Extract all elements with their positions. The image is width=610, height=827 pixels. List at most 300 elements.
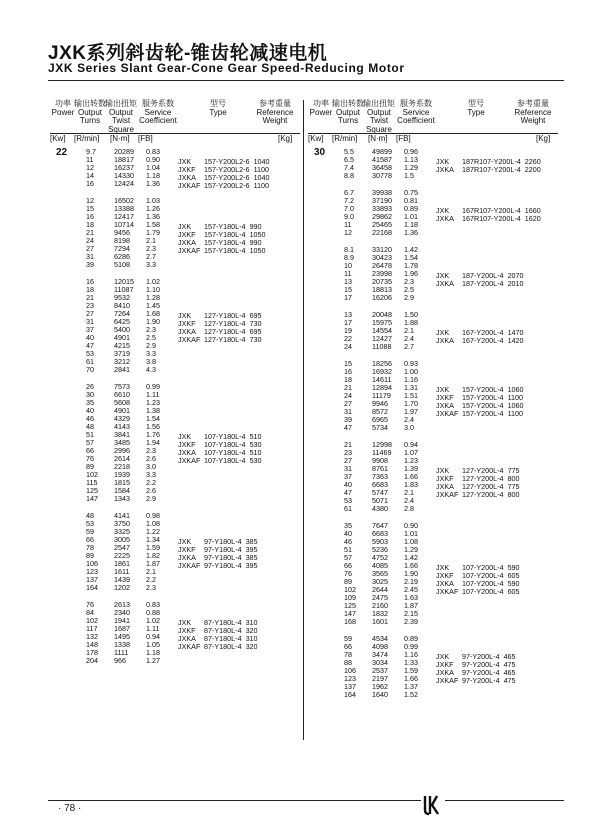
type-code: JXKF	[178, 440, 196, 449]
speed-value: 66	[86, 446, 94, 455]
sf-value: 2.5	[146, 333, 156, 342]
speed-value: 27	[86, 309, 94, 318]
torque-value: 3474	[372, 650, 388, 659]
sf-value: 1.16	[404, 375, 418, 384]
type-code: JXK	[436, 652, 450, 661]
type-model: 157-Y180L-4	[204, 246, 246, 255]
torque-value: 12998	[372, 440, 392, 449]
torque-value: 25465	[372, 220, 392, 229]
torque-col	[114, 512, 130, 592]
type-row	[436, 588, 520, 596]
torque-value: 4141	[114, 511, 130, 520]
type-weight: 1060	[507, 385, 524, 394]
torque-value: 4329	[114, 414, 130, 423]
type-weight: 1420	[507, 336, 524, 345]
type-weight: 1050	[249, 230, 266, 239]
type-row	[436, 280, 524, 288]
type-model: 127-Y180L-4	[204, 319, 246, 328]
type-model: 187R107-Y200L-4	[462, 157, 521, 166]
speed-value: 66	[344, 642, 352, 651]
speed-value: 59	[344, 634, 352, 643]
type-model: 87-Y180L-4	[204, 626, 242, 635]
sf-value: 1.08	[146, 519, 160, 528]
sf-value: 3.0	[404, 423, 414, 432]
type-row	[436, 166, 541, 174]
speed-value: 31	[344, 464, 352, 473]
torque-value: 3025	[372, 577, 388, 586]
sf-value: 1.58	[146, 220, 160, 229]
speed-value: 147	[86, 494, 98, 503]
type-model: 157-Y200L-4	[462, 393, 504, 402]
speed-value: 76	[86, 600, 94, 609]
type-weight: 465	[503, 652, 516, 661]
type-model: 97-Y200L-4	[462, 660, 500, 669]
speed-value: 61	[344, 504, 352, 513]
torque-value: 30423	[372, 253, 392, 262]
sf-value: 1.59	[404, 666, 418, 675]
sf-value: 1.34	[146, 535, 160, 544]
sf-value: 2.9	[404, 293, 414, 302]
torque-value: 12427	[372, 334, 392, 343]
header-weight-line: Weight	[520, 116, 546, 125]
speed-value: 15	[344, 359, 352, 368]
torque-value: 12417	[114, 212, 134, 221]
torque-value: 6965	[372, 415, 388, 424]
type-weight: 395	[245, 561, 258, 570]
type-model: 97-Y200L-4	[462, 652, 500, 661]
torque-value: 1338	[114, 640, 130, 649]
speed-value: 89	[86, 551, 94, 560]
type-code: JXK	[436, 466, 450, 475]
sf-value: 1.5	[404, 171, 414, 180]
type-list	[178, 312, 262, 344]
speed-value: 13	[344, 277, 352, 286]
speed-value: 11	[86, 155, 94, 164]
sf-value: 1.01	[404, 212, 418, 221]
type-model: 157-Y200L2-6	[204, 181, 250, 190]
sf-value: 2.1	[146, 567, 156, 576]
type-code: JXK	[436, 157, 450, 166]
speed-value: 12	[344, 228, 352, 237]
sf-value: 1.51	[404, 391, 418, 400]
torque-value: 4143	[114, 422, 130, 431]
torque-value: 2340	[114, 608, 130, 617]
type-code: JXKAF	[436, 490, 459, 499]
sf-value: 1.68	[146, 309, 160, 318]
speed-value: 31	[86, 317, 94, 326]
sf-value: 1.18	[404, 220, 418, 229]
sf-value: 0.75	[404, 188, 418, 197]
sf-value: 2.9	[146, 341, 156, 350]
sf-value: 1.90	[146, 317, 160, 326]
header-sf-line: 服务系数	[400, 99, 432, 108]
type-model: 127-Y200L-4	[462, 490, 504, 499]
type-code: JXK	[436, 563, 450, 572]
header-speed-line: 输出转数	[74, 99, 106, 108]
speed-value: 76	[344, 569, 352, 578]
header-sf-line: 服务系数	[142, 99, 174, 108]
speed-value: 21	[344, 383, 352, 392]
torque-col	[372, 441, 392, 513]
speed-value: 168	[344, 617, 356, 626]
type-weight: 730	[249, 335, 262, 344]
type-weight: 775	[507, 482, 520, 491]
header-weight-line: Weight	[262, 116, 288, 125]
speed-value: 47	[344, 423, 352, 432]
header-power-line: 功率	[313, 99, 329, 108]
speed-value: 27	[344, 456, 352, 465]
sf-value: 1.66	[404, 561, 418, 570]
torque-value: 7647	[372, 521, 388, 530]
type-model: 97-Y180L-4	[204, 553, 242, 562]
type-code: JXKA	[436, 579, 454, 588]
sf-value: 1.39	[404, 464, 418, 473]
sf-value: 3.3	[146, 260, 156, 269]
torque-value: 1611	[114, 567, 130, 576]
type-row	[436, 491, 520, 499]
type-model: 167-Y200L-4	[462, 328, 504, 337]
sf-value: 0.90	[404, 521, 418, 530]
type-model: 107-Y200L-4	[462, 587, 504, 596]
type-weight: 605	[507, 571, 520, 580]
type-weight: 775	[507, 466, 520, 475]
speed-value: 204	[86, 656, 98, 665]
page-title-zh: JXK系列斜齿轮-锥齿轮减速电机	[48, 43, 328, 64]
unit-label-right: [R/min]	[332, 134, 358, 143]
torque-col	[114, 383, 130, 503]
speed-value: 147	[344, 609, 356, 618]
speed-value: 125	[344, 601, 356, 610]
header-sf-line: Service	[402, 107, 430, 117]
sf-value: 1.13	[404, 155, 418, 164]
sf-value: 0.89	[404, 634, 418, 643]
torque-value: 2644	[372, 585, 388, 594]
torque-value: 9946	[372, 399, 388, 408]
speed-value: 35	[86, 398, 94, 407]
sf-value: 1.70	[404, 399, 418, 408]
speed-value: 123	[344, 674, 356, 683]
type-model: 107-Y200L-4	[462, 579, 504, 588]
type-code: JXKA	[436, 336, 454, 345]
sf-value: 1.94	[146, 438, 160, 447]
torque-value: 18813	[372, 285, 392, 294]
torque-value: 1584	[114, 486, 130, 495]
torque-col	[372, 635, 388, 699]
torque-value: 14611	[372, 375, 392, 384]
type-code: JXK	[178, 432, 192, 441]
type-code: JXKA	[178, 238, 196, 247]
sf-value: 2.1	[146, 236, 156, 245]
type-weight: 695	[249, 327, 262, 336]
sf-value: 1.38	[146, 406, 160, 415]
sf-value: 1.52	[404, 690, 418, 699]
speed-value: 7.0	[344, 204, 354, 213]
sf-value: 0.81	[404, 196, 418, 205]
sf-value: 1.63	[404, 593, 418, 602]
type-weight: 730	[249, 319, 262, 328]
type-model: 157-Y200L-4	[462, 401, 504, 410]
sf-value: 1.28	[146, 293, 160, 302]
sf-col	[404, 522, 418, 626]
type-code: JXK	[178, 222, 192, 231]
speed-value: 7.4	[344, 163, 354, 172]
type-model: 187R107-Y200L-4	[462, 165, 521, 174]
sf-value: 3.0	[146, 462, 156, 471]
torque-value: 12015	[114, 277, 134, 286]
sf-value: 1.90	[404, 569, 418, 578]
type-code: JXKAF	[178, 335, 201, 344]
sf-value: 1.04	[146, 163, 160, 172]
type-weight: 1050	[249, 246, 266, 255]
type-weight: 465	[503, 668, 516, 677]
sf-value: 2.39	[404, 617, 418, 626]
torque-value: 11179	[372, 391, 391, 400]
torque-value: 2225	[114, 551, 130, 560]
sf-value: 1.37	[404, 682, 418, 691]
sf-value: 2.1	[404, 326, 414, 335]
header-torque-line: Square	[366, 124, 392, 134]
type-code: JXKAF	[436, 676, 459, 685]
torque-value: 4901	[114, 333, 130, 342]
speed-value: 26	[86, 382, 94, 391]
sf-value: 3.8	[146, 357, 156, 366]
torque-value: 3325	[114, 527, 130, 536]
speed-value: 27	[344, 399, 352, 408]
sf-value: 1.00	[404, 367, 418, 376]
type-weight: 2070	[507, 271, 524, 280]
torque-value: 11469	[372, 448, 392, 457]
speed-value: 51	[86, 430, 94, 439]
torque-value: 8198	[114, 236, 130, 245]
header-power-line: Power	[309, 107, 333, 117]
speed-value: 11	[344, 269, 352, 278]
speed-value: 102	[344, 585, 356, 594]
sf-value: 0.90	[146, 155, 160, 164]
header-torque-line: Output	[366, 107, 391, 117]
sf-value: 0.88	[146, 608, 160, 617]
speed-value: 9.7	[86, 147, 96, 156]
speed-value: 30	[86, 390, 94, 399]
sf-value: 1.42	[404, 553, 418, 562]
header-speed-right	[332, 100, 364, 126]
torque-value: 5734	[372, 423, 388, 432]
type-code: JXKA	[436, 668, 454, 677]
speed-value: 106	[86, 559, 98, 568]
type-model: 87-Y180L-4	[204, 618, 242, 627]
type-weight: 1040	[253, 173, 270, 182]
sf-value: 3.3	[146, 470, 156, 479]
type-model: 157-Y200L-4	[462, 409, 504, 418]
speed-value: 78	[344, 650, 352, 659]
speed-value: 17	[344, 293, 352, 302]
torque-value: 3719	[114, 349, 130, 358]
unit-label-left: [R/min]	[74, 134, 100, 143]
torque-col	[114, 278, 134, 374]
sf-value: 1.79	[146, 228, 160, 237]
speed-value: 102	[86, 616, 98, 625]
speed-value: 6.7	[344, 188, 354, 197]
torque-value: 6683	[372, 480, 388, 489]
sf-value: 2.3	[404, 277, 414, 286]
type-code: JXKA	[436, 214, 454, 223]
sf-value: 2.7	[404, 342, 414, 351]
torque-value: 8761	[372, 464, 388, 473]
torque-col	[114, 197, 134, 269]
speed-value: 53	[86, 349, 94, 358]
torque-value: 3005	[114, 535, 130, 544]
power-value-left: 22	[56, 147, 68, 158]
speed-col	[86, 148, 96, 188]
torque-value: 39938	[372, 188, 392, 197]
speed-value: 89	[344, 577, 352, 586]
sf-value: 0.89	[404, 204, 418, 213]
header-sf-line: Coefficient	[397, 116, 435, 125]
type-model: 107-Y180L-4	[204, 440, 246, 449]
torque-value: 4752	[372, 553, 388, 562]
sf-value: 1.66	[404, 674, 418, 683]
sf-value: 1.18	[146, 171, 160, 180]
speed-value: 106	[344, 666, 356, 675]
sf-value: 2.9	[146, 494, 156, 503]
torque-value: 2614	[114, 454, 130, 463]
speed-value: 24	[86, 236, 94, 245]
type-code: JXKA	[436, 401, 454, 410]
torque-value: 9456	[114, 228, 130, 237]
header-speed-line: Turns	[337, 116, 359, 125]
speed-value: 16	[344, 367, 352, 376]
sf-value: 1.36	[146, 179, 160, 188]
speed-value: 8.1	[344, 245, 354, 254]
sf-col	[404, 246, 418, 302]
torque-value: 2537	[372, 666, 388, 675]
type-list	[436, 158, 541, 174]
sf-col	[146, 512, 160, 592]
sf-value: 1.87	[146, 559, 160, 568]
torque-col	[372, 360, 392, 432]
header-sf-left	[136, 100, 180, 126]
type-model: 127-Y200L-4	[462, 474, 504, 483]
type-model: 107-Y180L-4	[204, 432, 246, 441]
type-model: 87-Y180L-4	[204, 634, 242, 643]
type-weight: 2200	[524, 165, 541, 174]
header-weight-left	[250, 100, 300, 126]
speed-value: 109	[344, 593, 356, 602]
torque-value: 13388	[114, 204, 134, 213]
torque-value: 3212	[114, 357, 130, 366]
torque-value: 6425	[114, 317, 130, 326]
torque-value: 29862	[372, 212, 392, 221]
sf-value: 2.2	[146, 575, 156, 584]
speed-value: 15	[86, 204, 94, 213]
type-row	[178, 457, 262, 465]
sf-col	[146, 148, 160, 188]
torque-value: 4534	[372, 634, 388, 643]
sf-value: 1.02	[146, 616, 160, 625]
sf-value: 1.29	[404, 163, 418, 172]
torque-value: 7264	[114, 309, 130, 318]
torque-value: 8410	[114, 301, 130, 310]
torque-col	[114, 601, 130, 665]
sf-value: 1.66	[404, 472, 418, 481]
speed-value: 31	[344, 407, 352, 416]
type-code: JXKA	[178, 327, 196, 336]
torque-value: 1939	[114, 470, 130, 479]
header-sf-right	[394, 100, 438, 126]
sf-value: 1.16	[404, 650, 418, 659]
type-model: 157-Y180L-4	[204, 230, 246, 239]
speed-value: 137	[344, 682, 356, 691]
sf-value: 1.11	[146, 624, 160, 633]
speed-value: 19	[344, 326, 352, 335]
header-power-line: Power	[51, 107, 75, 117]
type-code: JXKAF	[178, 642, 201, 651]
torque-value: 1495	[114, 632, 130, 641]
speed-value: 47	[86, 341, 94, 350]
torque-value: 5071	[372, 496, 388, 505]
speed-value: 178	[86, 648, 98, 657]
torque-value: 14554	[372, 326, 392, 335]
sf-col	[404, 441, 418, 513]
torque-value: 23998	[372, 269, 392, 278]
type-weight: 605	[507, 587, 520, 596]
type-model: 107-Y200L-4	[462, 571, 504, 580]
sf-value: 2.6	[146, 454, 156, 463]
torque-value: 9532	[114, 293, 130, 302]
type-code: JXKF	[178, 319, 196, 328]
type-code: JXKF	[436, 571, 454, 580]
torque-col	[372, 522, 388, 626]
header-type-left	[188, 100, 248, 117]
torque-value: 11087	[114, 285, 134, 294]
speed-value: 40	[344, 480, 352, 489]
torque-value: 1861	[114, 559, 130, 568]
torque-value: 16932	[372, 367, 392, 376]
type-weight: 510	[249, 448, 262, 457]
sf-col	[146, 197, 160, 269]
type-row	[178, 247, 266, 255]
torque-value: 30778	[372, 171, 392, 180]
sf-value: 1.59	[146, 543, 160, 552]
sf-value: 1.31	[404, 383, 418, 392]
torque-value: 7573	[114, 382, 130, 391]
header-weight-line: 参考重量	[517, 99, 549, 108]
type-code: JXKA	[436, 482, 454, 491]
speed-value: 46	[86, 414, 94, 423]
sf-value: 1.97	[404, 407, 418, 416]
speed-value: 57	[86, 438, 94, 447]
type-model: 157-Y200L2-6	[204, 165, 250, 174]
torque-value: 15975	[372, 318, 392, 327]
torque-col	[372, 189, 392, 237]
type-weight: 1470	[507, 328, 524, 337]
torque-value: 26478	[372, 261, 392, 270]
torque-value: 1640	[372, 690, 388, 699]
sf-col	[146, 383, 160, 503]
sf-value: 2.4	[404, 496, 414, 505]
sf-value: 1.56	[146, 422, 160, 431]
type-model: 167-Y200L-4	[462, 336, 504, 345]
speed-col	[86, 601, 98, 665]
sf-value: 1.88	[404, 318, 418, 327]
speed-value: 117	[86, 624, 98, 633]
speed-value: 5.5	[344, 147, 354, 156]
type-code: JXKA	[178, 448, 196, 457]
type-code: JXK	[178, 157, 192, 166]
title-rule	[48, 80, 564, 81]
type-model: 127-Y200L-4	[462, 482, 504, 491]
type-code: JXKA	[178, 173, 196, 182]
speed-col	[86, 278, 94, 374]
